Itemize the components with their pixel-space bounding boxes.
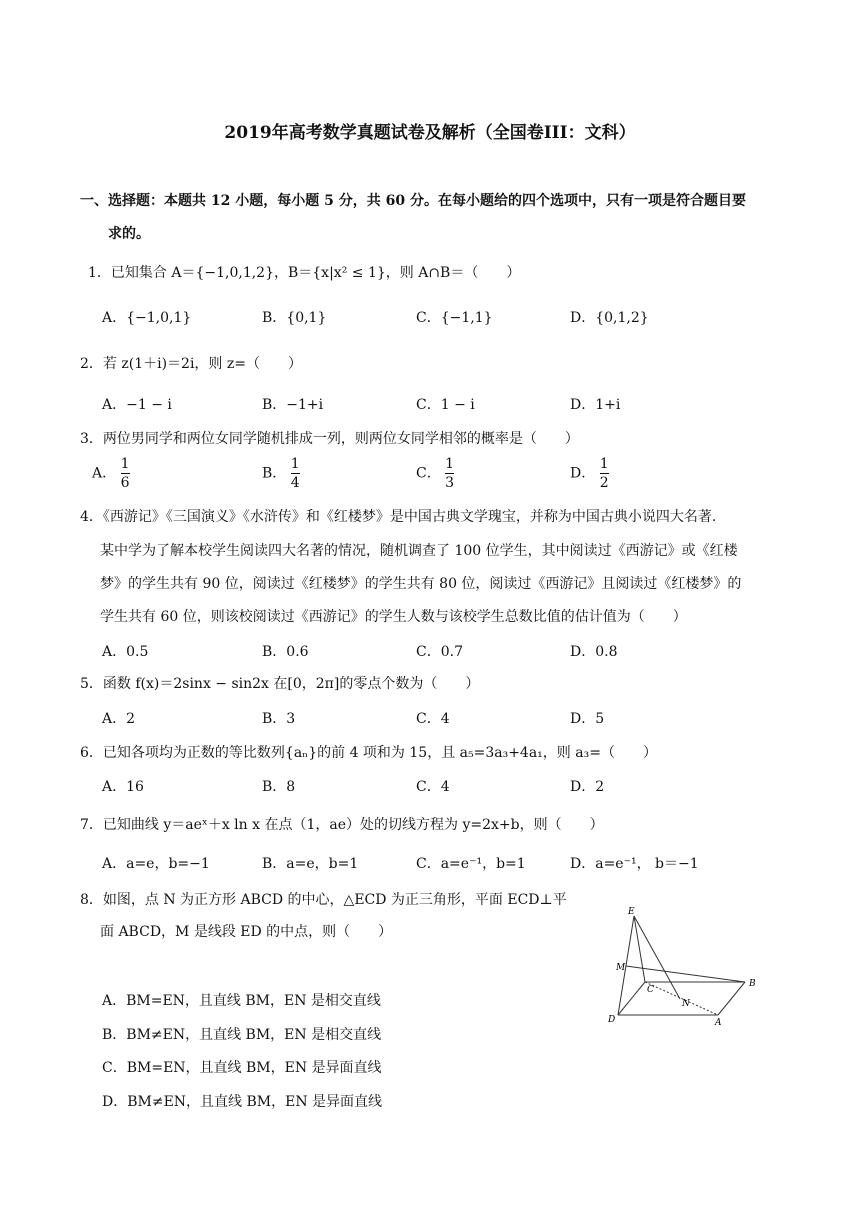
section-heading-line2: 求的。 [108,226,150,242]
question-7-option-d: D．a=e⁻¹， b＝−1 [570,856,699,872]
question-3-option-d-fraction [600,455,609,492]
question-7-stem: 7．已知曲线 y＝aeˣ＋x ln x 在点（1，ae）处的切线方程为 y=2x+b，则（ ） [80,817,604,833]
question-8-stem-line2: 面 ABCD，M 是线段 ED 的中点，则（ ） [100,924,393,940]
question-6-option-c: C．4 [416,779,450,795]
label-c: C [647,985,654,995]
label-n: N [682,999,690,1009]
section-heading-line1: 一、选择题：本题共 12 小题，每小题 5 分，共 60 分。在每小题给的四个选项中，只有一项是符合题目要 [80,193,746,209]
fraction-numerator: 1 [445,456,455,472]
question-8-option-c: C．BM=EN，且直线 BM，EN 是异面直线 [102,1060,382,1076]
fraction-denominator: 2 [599,475,609,491]
question-2-option-d: D．1+i [570,397,621,413]
question-4-stem-line1: 4．《西游记》《三国演义》《水浒传》和《红楼梦》是中国古典文学瑰宝，并称为中国古典小说四大名著. [80,509,717,525]
question-1-option-a: A．{−1,0,1} [102,310,192,326]
question-3-option-a [92,455,130,492]
question-2-option-b: B．−1+i [262,397,324,413]
question-3-option-c-label: C． [416,465,441,482]
fraction-denominator: 3 [445,475,455,491]
question-3-option-b-fraction [291,455,300,492]
page-title: 2019年高考数学真题试卷及解析（全国卷III：文科） [224,123,636,143]
question-7-option-b: B．a=e，b=1 [262,856,359,872]
question-1-option-c: C．{−1,1} [416,310,493,326]
question-4-stem-line2: 某中学为了解本校学生阅读四大名著的情况，随机调查了 100 位学生，其中阅读过《西游记》或《红楼 [100,543,738,559]
question-3-option-b [262,455,300,492]
fraction-denominator: 4 [290,475,300,491]
question-4-option-a: A．0.5 [102,644,149,660]
question-8-option-a: A．BM=EN，且直线 BM，EN 是相交直线 [102,993,381,1009]
question-4-option-d: D．0.8 [570,644,618,660]
question-4-option-c: C．0.7 [416,644,463,660]
label-m: M [616,963,626,973]
question-1-stem: 1．已知集合 A＝{−1,0,1,2}，B＝{x|x² ≤ 1}，则 A∩B＝（ ） [88,265,521,281]
question-3-option-c-fraction [445,455,454,492]
question-2-option-c: C．1 − i [416,397,475,413]
question-4-option-b: B．0.6 [262,644,309,660]
question-3-option-a-label: A． [92,465,117,482]
question-3-option-b-label: B． [262,465,287,482]
question-3-option-d [570,455,609,492]
fraction-denominator: 6 [120,475,130,491]
question-3-option-c [416,455,454,492]
question-8-stem-line1: 8．如图，点 N 为正方形 ABCD 的中心，△ECD 为正三角形，平面 ECD⊥平 [80,892,567,908]
question-5-option-a: A．2 [102,711,136,727]
fraction-numerator: 1 [290,456,300,472]
question-7-option-c: C．a=e⁻¹，b=1 [416,856,526,872]
question-3-option-d-label: D． [570,465,596,482]
question-3-stem: 3．两位男同学和两位女同学随机排成一列，则两位女同学相邻的概率是（ ） [80,431,579,447]
question-5-option-b: B．3 [262,711,296,727]
question-6-stem: 6．已知各项均为正数的等比数列{aₙ}的前 4 项和为 15，且 a₅=3a₃+4a₁，则 a₃=（ ） [80,745,657,761]
question-5-option-d: D．5 [570,711,605,727]
fraction-numerator: 1 [120,456,130,472]
question-6-option-a: A．16 [102,779,144,795]
question-1-option-d: D．{0,1,2} [570,310,649,326]
edge-ab [718,982,745,1015]
label-d: D [608,1015,616,1025]
question-5-stem: 5．函数 f(x)＝2sinx − sin2x 在[0，2π]的零点个数为（ ） [80,676,480,692]
question-2-option-a: A．−1 − i [102,397,172,413]
question-5-option-c: C．4 [416,711,450,727]
question-7-option-a: A．a=e，b=−1 [102,856,210,872]
question-8-option-d: D．BM≠EN，且直线 BM，EN 是异面直线 [102,1094,383,1110]
label-a: A [715,1018,722,1028]
fraction-numerator: 1 [599,456,609,472]
label-e: E [628,907,635,917]
question-6-option-b: B．8 [262,779,296,795]
question-3-option-a-fraction [121,455,130,492]
question-6-option-d: D．2 [570,779,605,795]
question-4-stem-line3: 梦》的学生共有 90 位，阅读过《红楼梦》的学生共有 80 位，阅读过《西游记》且阅读过《红楼梦》的 [100,576,742,592]
question-4-stem-line4: 学生共有 60 位，则该校阅读过《西游记》的学生人数与该校学生总数比值的估计值为（ ） [100,609,687,625]
label-b: B [749,979,756,989]
question-8-option-b: B．BM≠EN，且直线 BM，EN 是相交直线 [102,1027,382,1043]
question-1-option-b: B．{0,1} [262,310,327,326]
geometry-figure [588,900,778,1035]
question-2-stem: 2．若 z(1＋i)＝2i，则 z=（ ） [80,356,302,372]
